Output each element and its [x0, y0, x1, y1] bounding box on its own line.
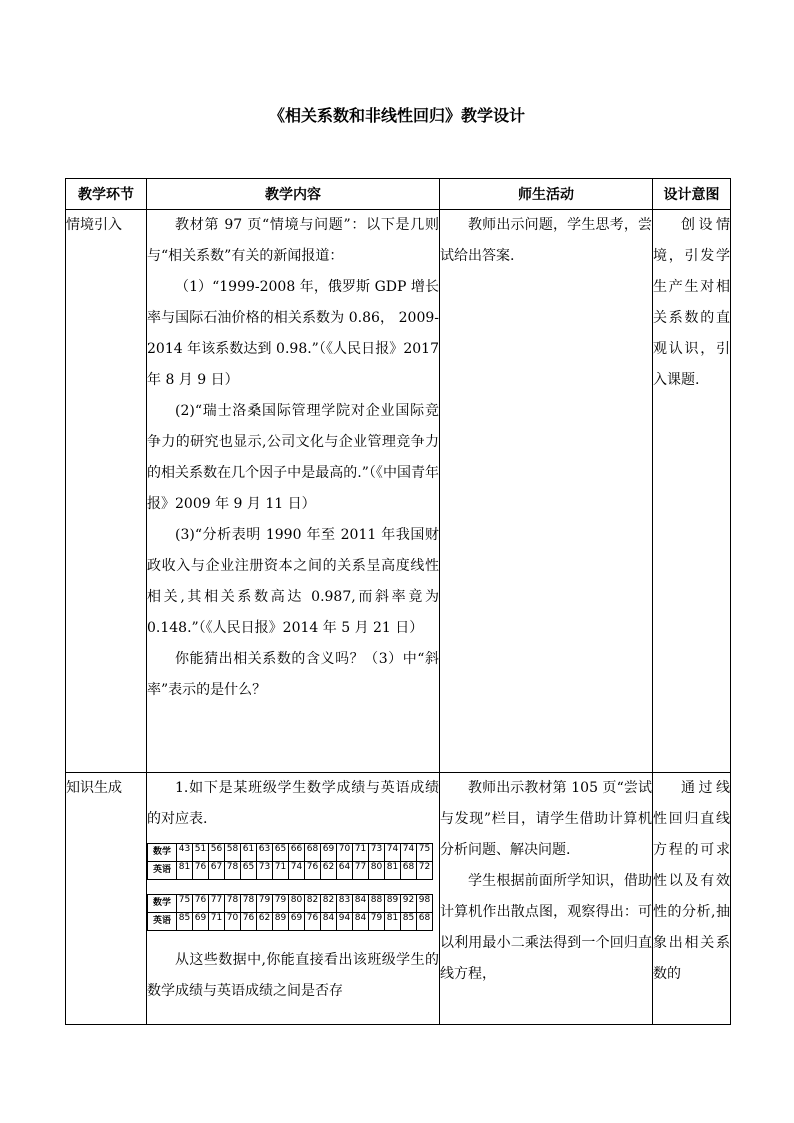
score-cell: 73: [257, 862, 273, 880]
activity-paragraph: 教师出示教材第 105 页“尝试与发现”栏目，请学生借助计算机分析问题、解决问题.: [440, 780, 652, 858]
row-knowledge: [66, 773, 731, 1025]
score-cell: 68: [401, 862, 417, 880]
content-paragraph: 你能猜出相关系数的含义吗？（3）中“斜率”表示的是什么？: [147, 651, 439, 698]
score-cell: 70: [337, 844, 353, 862]
score-cell: 78: [225, 895, 241, 913]
score-cell: 79: [257, 895, 273, 913]
score-cell: 76: [241, 913, 257, 931]
score-cell: 69: [289, 913, 305, 931]
score-cell: 82: [305, 895, 321, 913]
intent-cell: 通过线性回归直线方程的可求性以及有效性的分析,抽象出相关系数的: [653, 773, 731, 1025]
score-cell: 84: [353, 895, 369, 913]
row-label: 数学: [148, 895, 177, 913]
score-cell: 56: [209, 844, 225, 862]
score-cell: 70: [225, 913, 241, 931]
score-cell: 94: [337, 913, 353, 931]
score-cell: 67: [209, 862, 225, 880]
math-score-row: [148, 895, 433, 913]
score-cell: 62: [321, 862, 337, 880]
score-cell: 85: [401, 913, 417, 931]
score-cell: 71: [353, 844, 369, 862]
score-cell: 84: [321, 913, 337, 931]
score-cell: 78: [241, 895, 257, 913]
score-cell: 65: [241, 862, 257, 880]
score-cell: 75: [417, 844, 433, 862]
score-cell: 76: [305, 862, 321, 880]
score-cell: 77: [353, 862, 369, 880]
score-cell: 61: [241, 844, 257, 862]
activity-cell: [440, 210, 653, 773]
score-cell: 62: [257, 913, 273, 931]
score-cell: 81: [385, 862, 401, 880]
score-cell: 65: [273, 844, 289, 862]
content-paragraph: 1.如下是某班级学生数学成绩与英语成绩的对应表.: [147, 780, 439, 827]
score-cell: 81: [177, 862, 193, 880]
stage-cell: 情境引入: [66, 210, 147, 773]
intent-cell: 创设情境，引发学生产生对相关系数的直观认识，引入课题.: [653, 210, 731, 773]
score-cell: 74: [401, 844, 417, 862]
stage-cell: 知识生成: [66, 773, 147, 1025]
score-cell: 68: [417, 913, 433, 931]
math-score-row: [148, 844, 433, 862]
score-cell: 43: [177, 844, 193, 862]
activity-paragraph: 教师出示问题，学生思考，尝试给出答案.: [440, 217, 652, 264]
score-cell: 63: [257, 844, 273, 862]
activity-cell: [440, 773, 653, 1025]
activity-paragraph: 学生根据前面所学知识，借助计算机作出散点图，观察得出：可以利用最小二乘法得到一个回归直线方程，: [440, 873, 652, 982]
content-paragraph: 从这些数据中,你能直接看出该班级学生的数学成绩与英语成绩之间是否存: [147, 952, 439, 999]
score-cell: 66: [289, 844, 305, 862]
score-cell: 69: [193, 913, 209, 931]
content-paragraph: 教材第 97 页“情境与问题”：以下是几则与“相关系数”有关的新闻报道：: [147, 217, 439, 264]
content-cell: [147, 773, 440, 1025]
score-cell: 73: [369, 844, 385, 862]
score-cell: 98: [417, 895, 433, 913]
score-cell: 81: [385, 913, 401, 931]
score-cell: 77: [209, 895, 225, 913]
header-activity: 师生活动: [440, 179, 653, 210]
score-cell: 83: [337, 895, 353, 913]
score-cell: 80: [289, 895, 305, 913]
english-score-row: [148, 913, 433, 931]
score-cell: 72: [417, 862, 433, 880]
score-cell: 76: [305, 913, 321, 931]
score-cell: 68: [305, 844, 321, 862]
document-title: 《相关系数和非线性回归》教学设计: [268, 106, 525, 125]
score-cell: 74: [289, 862, 305, 880]
score-cell: 51: [193, 844, 209, 862]
lesson-plan-table: [65, 178, 731, 1025]
header-content: 教学内容: [147, 179, 440, 210]
score-cell: 58: [225, 844, 241, 862]
score-cell: 80: [369, 862, 385, 880]
score-table-1: [147, 843, 439, 880]
row-scenario: [66, 210, 731, 773]
content-paragraph: (3)“分析表明 1990 年至 2011 年我国财政收入与企业注册资本之间的关系呈高度线性相关,其相关系数高达 0.987,而斜率竟为 0.148.”（《人民日报》2014 年 5 月 21 日）: [147, 527, 439, 636]
score-cell: 64: [337, 862, 353, 880]
header-intent: 设计意图: [653, 179, 731, 210]
score-cell: 89: [385, 895, 401, 913]
content-cell: [147, 210, 440, 773]
score-table: [147, 843, 433, 880]
score-cell: 85: [177, 913, 193, 931]
row-label: 英语: [148, 913, 177, 931]
score-cell: 88: [369, 895, 385, 913]
score-table-2: [147, 894, 439, 931]
score-cell: 79: [273, 895, 289, 913]
score-cell: 84: [353, 913, 369, 931]
score-cell: 76: [193, 862, 209, 880]
score-cell: 76: [193, 895, 209, 913]
english-score-row: [148, 862, 433, 880]
header-row: [66, 179, 731, 210]
score-table: [147, 894, 433, 931]
content-paragraph: (2)“瑞士洛桑国际管理学院对企业国际竞争力的研究也显示,公司文化与企业管理竞争力的相关系数在几个因子中是最高的.”（《中国青年报》2009 年 9 月 11 日）: [147, 403, 439, 512]
content-paragraph: （1）“1999-2008 年，俄罗斯 GDP 增长率与国际石油价格的相关系数为 0.86， 2009-2014 年该系数达到 0.98.”（《人民日报》2017 年 8 月 9 日）: [147, 279, 439, 388]
score-cell: 69: [321, 844, 337, 862]
score-cell: 74: [385, 844, 401, 862]
score-cell: 71: [273, 862, 289, 880]
row-label: 数学: [148, 844, 177, 862]
score-cell: 71: [209, 913, 225, 931]
score-cell: 89: [273, 913, 289, 931]
score-cell: 79: [369, 913, 385, 931]
row-label: 英语: [148, 862, 177, 880]
header-stage: 教学环节: [66, 179, 147, 210]
score-cell: 75: [177, 895, 193, 913]
score-cell: 92: [401, 895, 417, 913]
score-cell: 78: [225, 862, 241, 880]
score-cell: 82: [321, 895, 337, 913]
